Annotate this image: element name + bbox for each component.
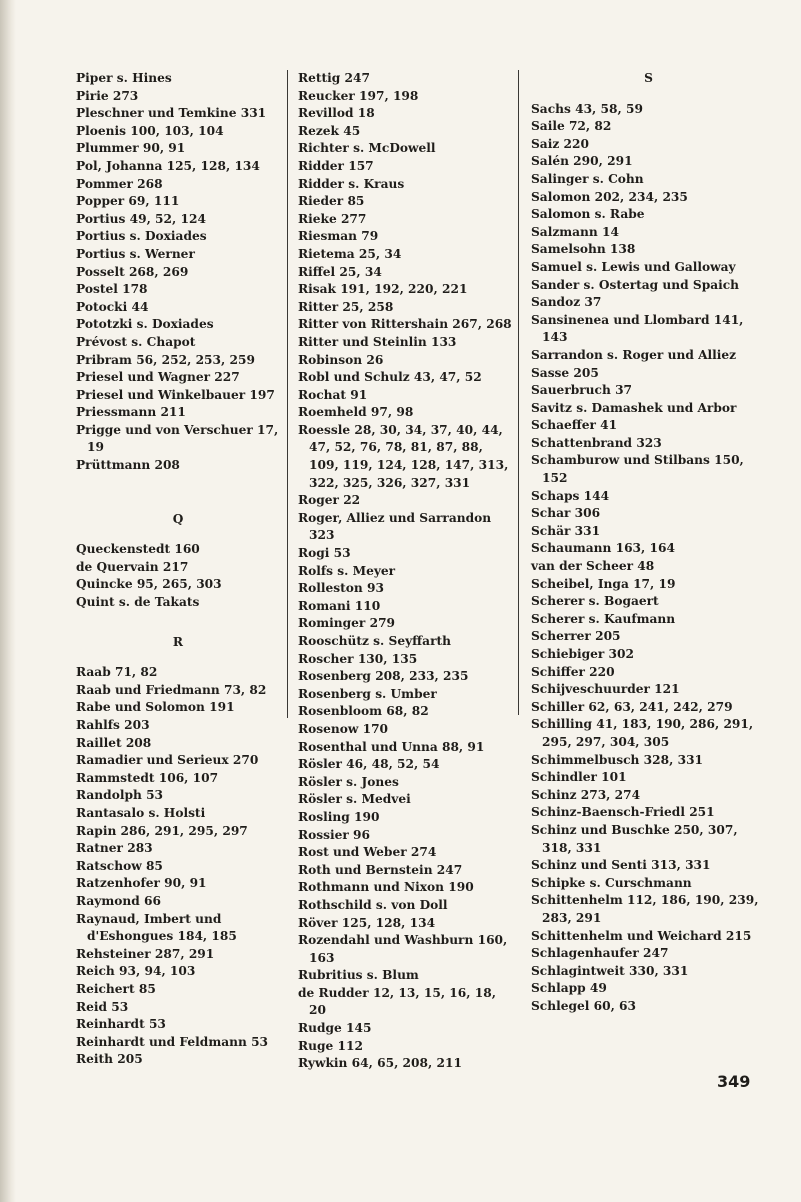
index-entry: Schiebiger 302: [531, 647, 634, 661]
index-entry: Ploenis 100, 103, 104: [76, 123, 224, 138]
index-column-3: [531, 70, 766, 1015]
index-entry: Sasse 205: [531, 365, 599, 380]
index-entry: Schlagintweit 330, 331: [531, 963, 689, 978]
index-entry: Roth und Bernstein 247: [298, 862, 463, 877]
index-entry: Portius s. Doxiades: [76, 229, 207, 244]
index-entry: Robl und Schulz 43, 47, 52: [298, 370, 482, 385]
index-entry: Scherrer 205: [531, 629, 621, 644]
index-entry: Schar 306: [531, 506, 601, 521]
index-entry: Potocki 44: [76, 299, 149, 314]
index-entry: Schlagenhaufer 247: [531, 946, 669, 961]
index-entry: Prigge und von Verschuer 17, 19: [76, 422, 279, 455]
index-entry: Plummer 90, 91: [76, 141, 186, 156]
index-entry: Roger, Alliez und Sarrandon 323: [298, 510, 492, 543]
index-entry: Schär 331: [531, 523, 601, 538]
index-entry: Samuel s. Lewis und Galloway: [531, 259, 736, 274]
index-entry: Riesman 79: [298, 229, 379, 244]
index-entry: Postel 178: [76, 282, 148, 297]
index-entry: Röver 125, 128, 134: [298, 915, 436, 930]
index-entry: Salinger s. Cohn: [531, 171, 644, 186]
index-entry: Schimmelbusch 328, 331: [531, 752, 704, 767]
index-entry: Ritter und Steinlin 133: [298, 334, 457, 349]
index-entry: Rietema 25, 34: [298, 246, 402, 261]
index-entry: Rahlfs 203: [76, 718, 150, 732]
index-entry: Salén 290, 291: [531, 154, 633, 169]
index-entry: Ratschow 85: [76, 858, 163, 873]
index-entry: Schiller 62, 63, 241, 242, 279: [531, 699, 733, 714]
index-entry: Sandoz 37: [531, 295, 602, 310]
index-entry: Rapin 286, 291, 295, 297: [76, 823, 248, 838]
index-entry: Ritter von Rittershain 267, 268: [298, 317, 512, 332]
index-entry: Ratzenhofer 90, 91: [76, 876, 207, 891]
index-entry: Ridder s. Kraus: [298, 176, 405, 191]
index-entry: Schilling 41, 183, 190, 286, 291, 295, 297, 304, 305: [531, 717, 754, 749]
index-entry: Pribram 56, 252, 253, 259: [76, 352, 255, 367]
index-entry: Scherer s. Bogaert: [531, 594, 659, 609]
index-entry: Rooschütz s. Seyffarth: [298, 634, 451, 648]
index-entry: Richter s. McDowell: [298, 141, 436, 156]
index-entry: de Rudder 12, 13, 15, 16, 18, 20: [298, 985, 496, 1018]
index-entry: Pommer 268: [76, 176, 163, 191]
index-entry: Rehsteiner 287, 291: [76, 946, 215, 961]
index-entry: Prévost s. Chapot: [76, 334, 196, 349]
index-entry: Rosenbloom 68, 82: [298, 704, 429, 719]
index-entry: Rabe und Solomon 191: [76, 700, 235, 715]
index-entry: Rossier 96: [298, 827, 370, 842]
index-entry: Schaumann 163, 164: [531, 541, 675, 556]
index-entry: Schittenhelm und Weichard 215: [531, 928, 752, 943]
index-entry: Reinhardt und Feldmann 53: [76, 1034, 269, 1049]
index-entry: Raillet 208: [76, 735, 152, 750]
index-column-2: [298, 70, 516, 1073]
index-entry: Ratner 283: [76, 841, 153, 856]
index-entry: Ruge 112: [298, 1038, 363, 1053]
index-entry: Rolfs s. Meyer: [298, 563, 396, 578]
index-entry: Rozendahl und Washburn 160, 163: [298, 933, 508, 965]
index-entry: van der Scheer 48: [531, 559, 655, 574]
index-entry: Schaeffer 41: [531, 418, 618, 433]
index-entry: Sachs 43, 58, 59: [531, 101, 643, 116]
section-letter: R: [172, 634, 184, 649]
index-entry: Rantasalo s. Holsti: [76, 805, 206, 820]
index-entry: Raab 71, 82: [76, 665, 158, 680]
index-entry: Rochat 91: [298, 387, 368, 402]
index-entry: Samelsohn 138: [531, 242, 636, 257]
index-entry: Saile 72, 82: [531, 119, 612, 134]
index-entry: Posselt 268, 269: [76, 264, 189, 279]
index-column-1: [76, 70, 280, 1069]
index-entry: Rubritius s. Blum: [298, 968, 419, 983]
index-entry: Priesel und Wagner 227: [76, 370, 240, 385]
index-entry: Portius 49, 52, 124: [76, 211, 206, 226]
index-entry: Quint s. de Takats: [76, 595, 200, 610]
index-entry: Schinz 273, 274: [531, 787, 641, 802]
index-entry: Robinson 26: [298, 352, 384, 367]
index-entry: Rammstedt 106, 107: [76, 770, 219, 785]
index-entry: Romani 110: [298, 598, 381, 613]
index-entry: Pirie 273: [76, 88, 139, 103]
index-entry: Popper 69, 111: [76, 194, 180, 209]
index-entry: Rösler s. Jones: [298, 774, 399, 789]
index-entry: Rösler s. Medvei: [298, 792, 411, 807]
index-entry: Reichert 85: [76, 981, 156, 996]
index-entry: Scheibel, Inga 17, 19: [531, 576, 676, 591]
index-entry: Revillod 18: [298, 106, 375, 121]
index-entry: Scherer s. Kaufmann: [531, 611, 676, 626]
page-number: 349: [717, 1072, 751, 1091]
index-entry: Sauerbruch 37: [531, 383, 633, 398]
index-entry: Rudge 145: [298, 1021, 372, 1036]
index-entry: Rosenthal und Unna 88, 91: [298, 739, 485, 754]
index-entry: Savitz s. Damashek und Arbor: [531, 400, 737, 415]
index-entry: Roger 22: [298, 493, 361, 508]
index-entry: Rieder 85: [298, 194, 365, 209]
index-entry: Raynaud, Imbert und d'Eshongues 184, 185: [76, 911, 237, 944]
index-entry: Schlapp 49: [531, 981, 607, 996]
index-entry: Rothmann und Nixon 190: [298, 880, 474, 895]
index-entry: Schamburow und Stilbans 150, 152: [531, 453, 744, 486]
index-entry: Quincke 95, 265, 303: [76, 577, 222, 592]
index-entry: Raab und Friedmann 73, 82: [76, 682, 267, 697]
scan-edge-shadow: [0, 0, 16, 1202]
index-entry: Roscher 130, 135: [298, 651, 418, 666]
index-entry: Ramadier und Serieux 270: [76, 753, 259, 768]
index-entry: Schinz und Senti 313, 331: [531, 858, 711, 873]
section-letter: Q: [172, 511, 184, 526]
index-entry: Raymond 66: [76, 893, 161, 908]
index-entry: Rywkin 64, 65, 208, 211: [298, 1056, 462, 1071]
index-entry: Rogi 53: [298, 546, 351, 561]
index-entry: Sarrandon s. Roger und Alliez: [531, 347, 737, 362]
index-entry: Schiffer 220: [531, 664, 615, 679]
column-rule-2: [518, 70, 519, 715]
index-entry: Risak 191, 192, 220, 221: [298, 282, 468, 297]
index-entry: Roemheld 97, 98: [298, 405, 414, 420]
index-entry: Rösler 46, 48, 52, 54: [298, 757, 440, 772]
index-entry: Salomon s. Rabe: [531, 207, 645, 222]
index-entry: Schijveschuurder 121: [531, 682, 680, 697]
index-entry: Schipke s. Curschmann: [531, 875, 692, 890]
index-entry: Rominger 279: [298, 616, 396, 631]
index-entry: Sansinenea und Llombard 141, 143: [531, 312, 744, 345]
index-entry: Reucker 197, 198: [298, 88, 419, 103]
index-entry: Priesel und Winkelbauer 197: [76, 387, 275, 402]
index-entry: Pleschner und Temkine 331: [76, 106, 267, 121]
index-entry: Schlegel 60, 63: [531, 998, 637, 1013]
index-entry: Salomon 202, 234, 235: [531, 189, 688, 204]
index-entry: Priessmann 211: [76, 405, 186, 420]
index-entry: Schinz-Baensch-Friedl 251: [531, 805, 715, 820]
index-entry: Rosenberg 208, 233, 235: [298, 669, 469, 684]
index-entry: Pol, Johanna 125, 128, 134: [76, 158, 260, 173]
index-entry: Schindler 101: [531, 770, 627, 785]
index-entry: Ritter 25, 258: [298, 299, 394, 314]
index-entry: Salzmann 14: [531, 224, 619, 239]
index-entry: Piper s. Hines: [76, 71, 172, 85]
index-entry: Ridder 157: [298, 158, 374, 173]
index-entry: Rosenow 170: [298, 721, 389, 736]
index-entry: Reid 53: [76, 999, 129, 1014]
index-entry: Schaps 144: [531, 488, 610, 503]
index-entry: Rolleston 93: [298, 581, 384, 596]
index-entry: Riffel 25, 34: [298, 264, 382, 279]
index-entry: Prüttmann 208: [76, 458, 180, 473]
index-entry: Saiz 220: [531, 136, 589, 151]
index-entry: Roessle 28, 30, 34, 37, 40, 44, 47, 52, 76, 78, 81, 87, 88, 109, 119, 124, 128, 147, 313, 322, 325, 326, 327, 331: [298, 422, 509, 490]
index-entry: de Quervain 217: [76, 559, 189, 574]
index-entry: Reich 93, 94, 103: [76, 964, 196, 979]
index-entry: Schinz und Buschke 250, 307, 318, 331: [531, 822, 738, 855]
index-entry: Pototzki s. Doxiades: [76, 317, 214, 332]
index-entry: Rettig 247: [298, 71, 370, 85]
index-entry: Reith 205: [76, 1052, 143, 1067]
index-entry: Sander s. Ostertag und Spaich: [531, 277, 740, 292]
column-rule-1: [287, 70, 288, 718]
index-entry: Schattenbrand 323: [531, 435, 662, 450]
index-entry: Reinhardt 53: [76, 1017, 166, 1032]
index-entry: Queckenstedt 160: [76, 542, 200, 557]
index-entry: Rost und Weber 274: [298, 845, 437, 860]
index-entry: Rothschild s. von Doll: [298, 897, 448, 912]
index-entry: Portius s. Werner: [76, 246, 195, 261]
index-entry: Rieke 277: [298, 211, 367, 226]
index-entry: Rosling 190: [298, 809, 380, 824]
index-entry: Rezek 45: [298, 123, 361, 138]
index-entry: Schittenhelm 112, 186, 190, 239, 283, 291: [531, 893, 759, 925]
index-entry: Randolph 53: [76, 788, 164, 803]
section-letter: S: [644, 71, 653, 85]
index-entry: Rosenberg s. Umber: [298, 686, 437, 701]
